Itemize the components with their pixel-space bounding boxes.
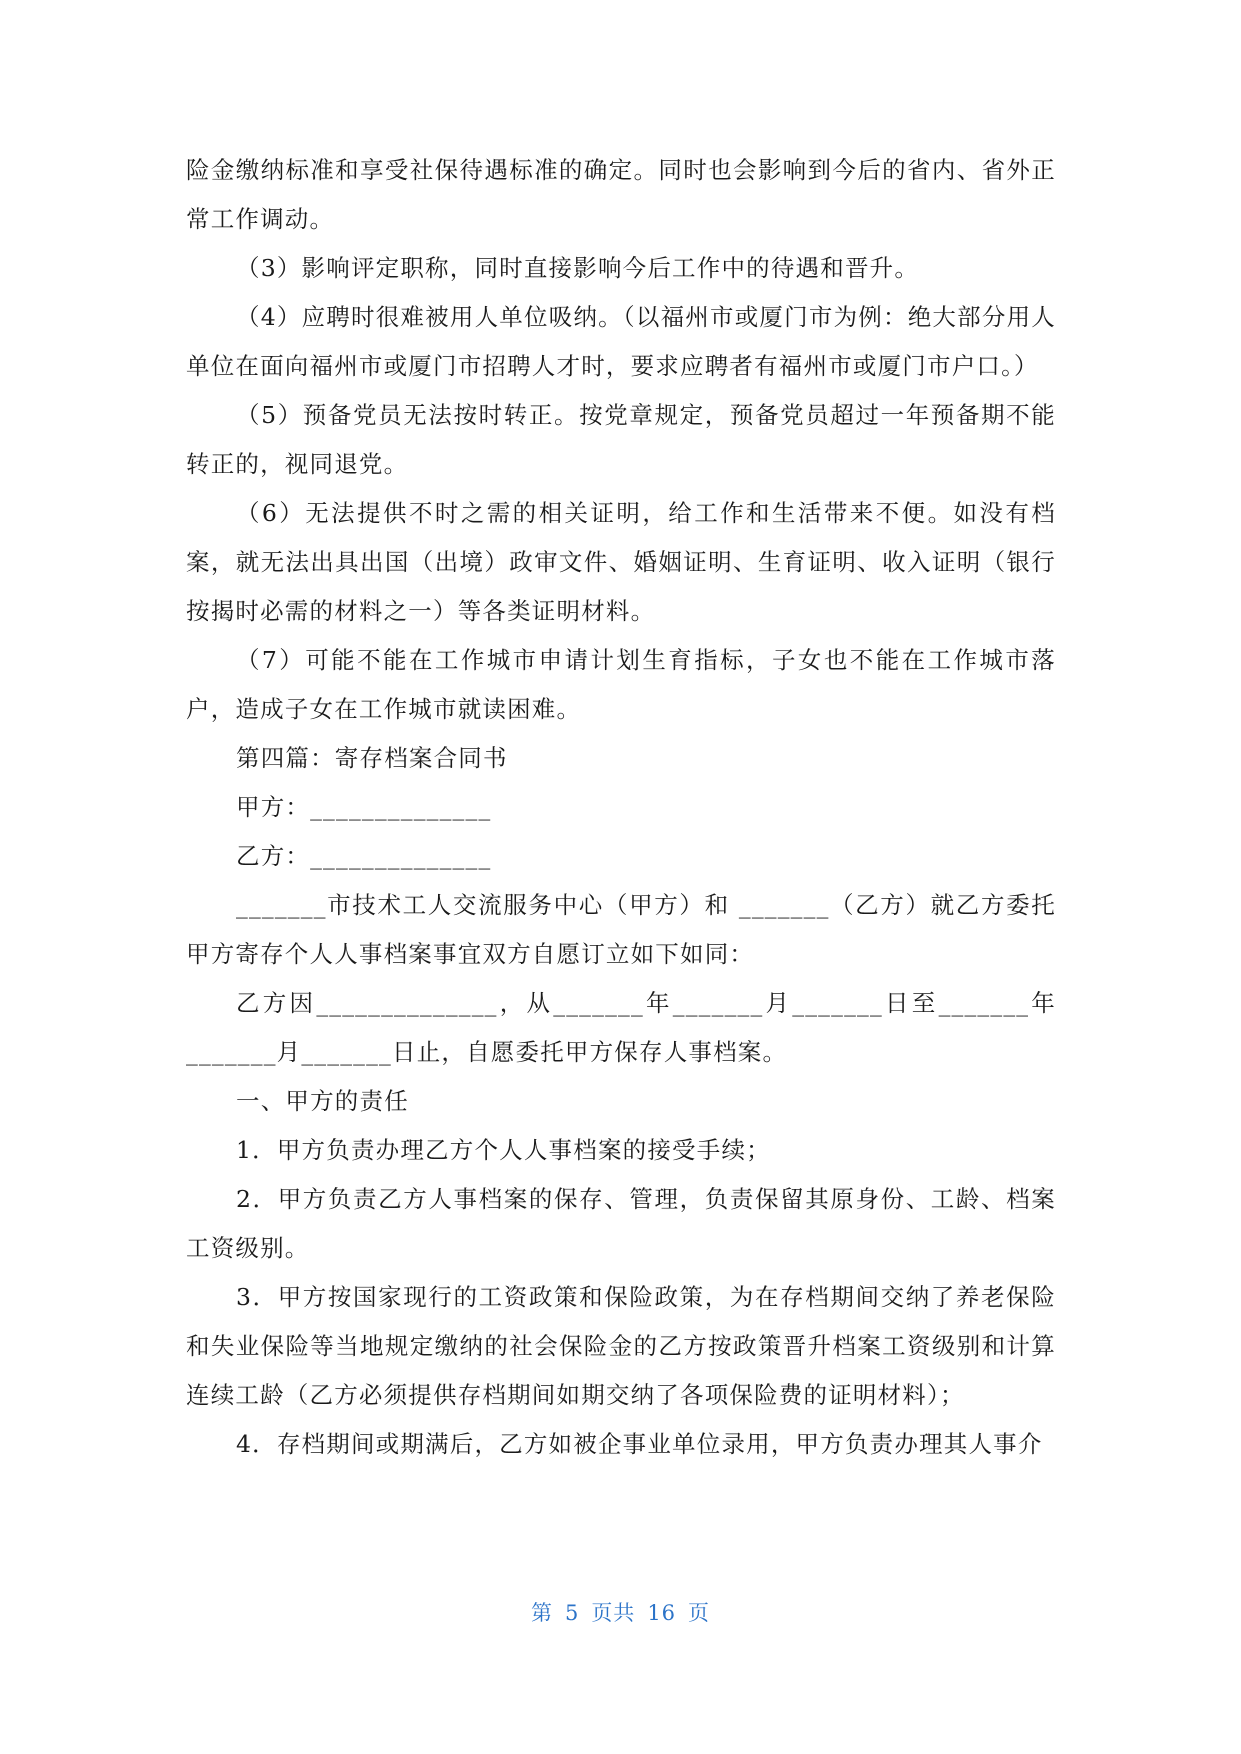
party-a-line: 甲方：______________ bbox=[236, 793, 492, 821]
footer-page-word: 第 bbox=[530, 1601, 553, 1625]
clause-3: 3．甲方按国家现行的工资政策和保险政策，为在存档期间交纳了养老保险和失业保险等当地规定缴纳的社会保险金的乙方按政策晋升档案工资级别和计算连续工龄（乙方必须提供存档期间如期交纳了各项保险费的证明材料）； bbox=[186, 1283, 1056, 1409]
section-heading: 第四篇：寄存档案合同书 bbox=[236, 744, 508, 772]
clause-4: 4．存档期间或期满后，乙方如被企事业单位录用，甲方负责办理其人事介 bbox=[236, 1430, 1043, 1458]
party-b-line: 乙方：______________ bbox=[236, 842, 492, 870]
paragraph-item-5: （5）预备党员无法按时转正。按党章规定，预备党员超过一年预备期不能转正的，视同退党。 bbox=[186, 401, 1056, 478]
footer-page-total-word: 页共 bbox=[591, 1601, 636, 1625]
paragraph-item-4: （4）应聘时很难被用人单位吸纳。（以福州市或厦门市为例：绝大部分用人单位在面向福州市或厦门市招聘人才时，要求应聘者有福州市或厦门市户口。） bbox=[186, 303, 1056, 380]
clause-heading: 一、甲方的责任 bbox=[236, 1087, 409, 1115]
footer-page-end-word: 页 bbox=[688, 1601, 711, 1625]
current-page-number: 5 bbox=[564, 1601, 580, 1625]
page-footer bbox=[0, 1597, 1241, 1627]
contract-intro: _______市技术工人交流服务中心（甲方）和 _______（乙方）就乙方委托甲方寄存个人人事档案事宜双方自愿订立如下如同： bbox=[186, 891, 1056, 968]
total-pages-number: 16 bbox=[647, 1601, 677, 1625]
document-body bbox=[186, 146, 1056, 1469]
contract-period: 乙方因______________，从_______年_______月_______日至_______年_______月_______日止，自愿委托甲方保存人事档案。 bbox=[186, 989, 1056, 1066]
paragraph-continuation: 险金缴纳标准和享受社保待遇标准的确定。同时也会影响到今后的省内、省外正常工作调动。 bbox=[186, 156, 1056, 233]
paragraph-item-7: （7）可能不能在工作城市申请计划生育指标，子女也不能在工作城市落户，造成子女在工作城市就读困难。 bbox=[186, 646, 1056, 723]
clause-1: 1．甲方负责办理乙方个人人事档案的接受手续； bbox=[236, 1136, 771, 1164]
clause-2: 2．甲方负责乙方人事档案的保存、管理，负责保留其原身份、工龄、档案工资级别。 bbox=[186, 1185, 1056, 1262]
paragraph-item-6: （6）无法提供不时之需的相关证明，给工作和生活带来不便。如没有档案，就无法出具出国（出境）政审文件、婚姻证明、生育证明、收入证明（银行按揭时必需的材料之一）等各类证明材料。 bbox=[186, 499, 1056, 625]
paragraph-item-3: （3）影响评定职称，同时直接影响今后工作中的待遇和晋升。 bbox=[236, 254, 920, 282]
